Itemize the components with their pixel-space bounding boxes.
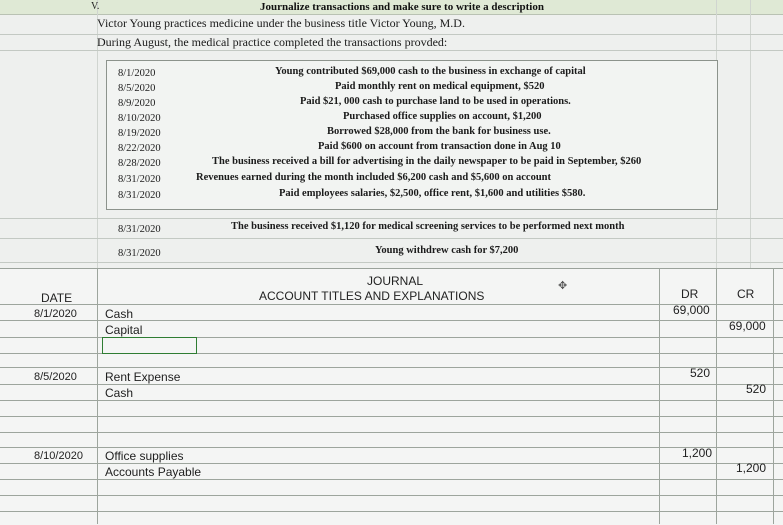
tx-description: Paid $21, 000 cash to purchase land to be used in operations. <box>300 96 571 107</box>
row-line <box>0 304 783 305</box>
grid-line <box>0 50 783 51</box>
cursor-icon: ✥ <box>558 280 568 292</box>
column-divider <box>97 268 98 524</box>
tx-description: Paid $600 on account from transaction done in Aug 10 <box>318 141 561 152</box>
debit-account[interactable]: Cash <box>105 307 134 321</box>
entry-date[interactable]: 8/1/2020 <box>34 308 77 320</box>
debit-amount[interactable]: 1,200 <box>682 446 713 460</box>
tx-description: Paid employees salaries, $2,500, office rent, $1,600 and utilities $580. <box>279 188 586 199</box>
section-number: V. <box>91 1 100 12</box>
column-divider <box>773 268 774 524</box>
row-line <box>0 432 783 433</box>
tx-date: 8/28/2020 <box>118 158 161 169</box>
intro-line-1: Victor Young practices medicine under the business title Victor Young, M.D. <box>97 16 465 30</box>
row-line <box>0 447 783 448</box>
journal-title: JOURNAL <box>367 274 424 288</box>
entry-date[interactable]: 8/5/2020 <box>34 371 77 383</box>
tx-description: Revenues earned during the month included $6,200 cash and $5,600 on account <box>196 172 551 183</box>
tx-date: 8/31/2020 <box>118 190 161 201</box>
credit-amount[interactable]: 69,000 <box>729 319 766 333</box>
tx-description: The business received $1,120 for medical screening services to be performed next month <box>231 221 625 232</box>
credit-account[interactable]: Accounts Payable <box>105 465 202 479</box>
intro-line-2: During August, the medical practice completed the transactions provded: <box>97 35 448 49</box>
row-line <box>0 463 783 464</box>
page-title: Journalize transactions and make sure to write a description <box>260 1 544 13</box>
tx-date: 8/31/2020 <box>118 224 161 235</box>
tx-description: The business received a bill for advertising in the daily newspaper to be paid in September, $260 <box>212 156 642 167</box>
column-divider <box>716 268 717 524</box>
credit-account[interactable]: Cash <box>105 386 134 400</box>
grid-line <box>0 262 783 263</box>
row-line <box>0 384 783 385</box>
tx-date: 8/5/2020 <box>118 83 156 94</box>
selected-cell[interactable] <box>102 337 197 354</box>
row-line <box>0 479 783 480</box>
tx-date: 8/19/2020 <box>118 128 161 139</box>
debit-amount[interactable]: 520 <box>690 366 711 380</box>
grid-line <box>0 218 783 219</box>
tx-description: Borrowed $28,000 from the bank for business use. <box>327 126 551 137</box>
credit-amount[interactable]: 1,200 <box>736 461 767 475</box>
tx-description: Paid monthly rent on medical equipment, $520 <box>335 81 545 92</box>
tx-description: Young withdrew cash for $7,200 <box>375 245 519 256</box>
tx-description: Young contributed $69,000 cash to the business in exchange of capital <box>275 66 586 77</box>
debit-account[interactable]: Office supplies <box>105 449 184 463</box>
debit-amount[interactable]: 69,000 <box>673 303 710 317</box>
debit-account[interactable]: Rent Expense <box>105 370 181 384</box>
col-header-account: ACCOUNT TITLES AND EXPLANATIONS <box>259 289 485 303</box>
row-line <box>0 367 783 368</box>
tx-date: 8/10/2020 <box>118 113 161 124</box>
row-line <box>0 511 783 512</box>
row-line <box>0 400 783 401</box>
tx-date: 8/31/2020 <box>118 174 161 185</box>
credit-amount[interactable]: 520 <box>746 382 767 396</box>
tx-description: Purchased office supplies on account, $1,200 <box>343 111 542 122</box>
tx-date: 8/22/2020 <box>118 143 161 154</box>
tx-date: 8/1/2020 <box>118 68 156 79</box>
col-header-cr: CR <box>737 287 755 301</box>
col-header-date: DATE <box>41 291 73 305</box>
grid-line <box>0 238 783 239</box>
row-line <box>0 495 783 496</box>
entry-date[interactable]: 8/10/2020 <box>34 450 83 462</box>
tx-date: 8/31/2020 <box>118 248 161 259</box>
col-header-dr: DR <box>681 287 699 301</box>
column-divider <box>659 268 660 524</box>
tx-date: 8/9/2020 <box>118 98 156 109</box>
credit-account[interactable]: Capital <box>105 323 143 337</box>
row-line <box>0 416 783 417</box>
